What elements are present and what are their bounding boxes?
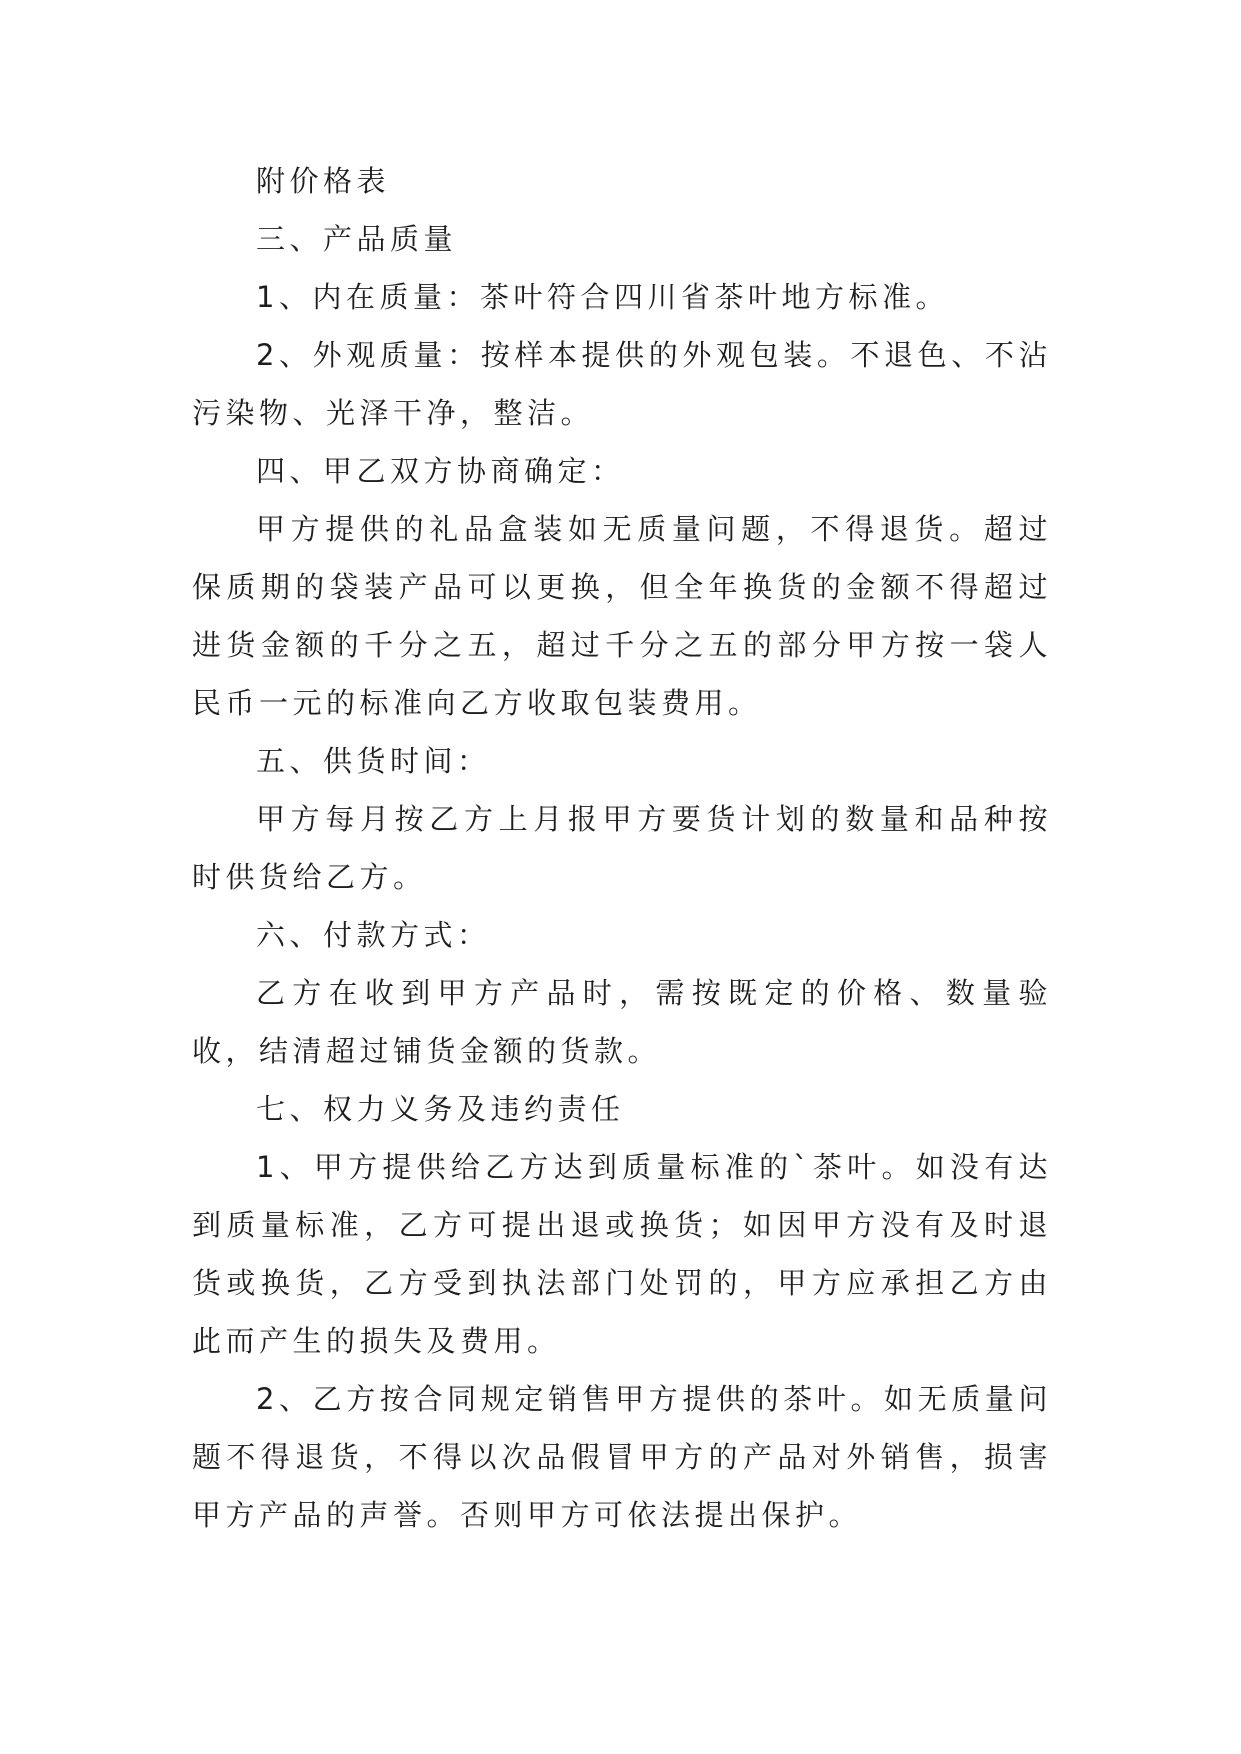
clause-intrinsic-quality: 1、内在质量：茶叶符合四川省茶叶地方标准。 (256, 280, 949, 314)
clause-returns-exchange: 甲方提供的礼品盒装如无质量问题，不得退货。超过保质期的袋装产品可以更换，但全年换货的金额不得超过进货金额的千分之五，超过千分之五的部分甲方按一袋人民币一元的标准向乙方收取包装费用。 (192, 512, 1052, 720)
clause-supply-schedule: 甲方每月按乙方上月报甲方要货计划的数量和品种按时供货给乙方。 (192, 802, 1052, 894)
section-heading-mutual-agreement: 四、甲乙双方协商确定： (256, 454, 625, 488)
section-heading-product-quality: 三、产品质量 (256, 222, 458, 256)
section-heading-supply-time: 五、供货时间： (256, 744, 491, 778)
section-heading-rights-obligations: 七、权力义务及违约责任 (256, 1092, 625, 1126)
price-table-note: 附价格表 (256, 164, 391, 198)
clause-payment-terms: 乙方在收到甲方产品时，需按既定的价格、数量验收，结清超过铺货金额的货款。 (192, 976, 1052, 1068)
document-body (192, 152, 1052, 1544)
clause-party-b-obligations: 2、乙方按合同规定销售甲方提供的茶叶。如无质量问题不得退货，不得以次品假冒甲方的产品对外销售，损害甲方产品的声誉。否则甲方可依法提出保护。 (192, 1382, 1052, 1532)
section-heading-payment-method: 六、付款方式： (256, 918, 491, 952)
clause-party-a-obligations: 1、甲方提供给乙方达到质量标准的`茶叶。如没有达到质量标准，乙方可提出退或换货；如因甲方没有及时退货或换货，乙方受到执法部门处罚的，甲方应承担乙方由此而产生的损失及费用。 (192, 1150, 1052, 1358)
clause-appearance-quality: 2、外观质量：按样本提供的外观包装。不退色、不沾污染物、光泽干净，整洁。 (192, 338, 1052, 430)
